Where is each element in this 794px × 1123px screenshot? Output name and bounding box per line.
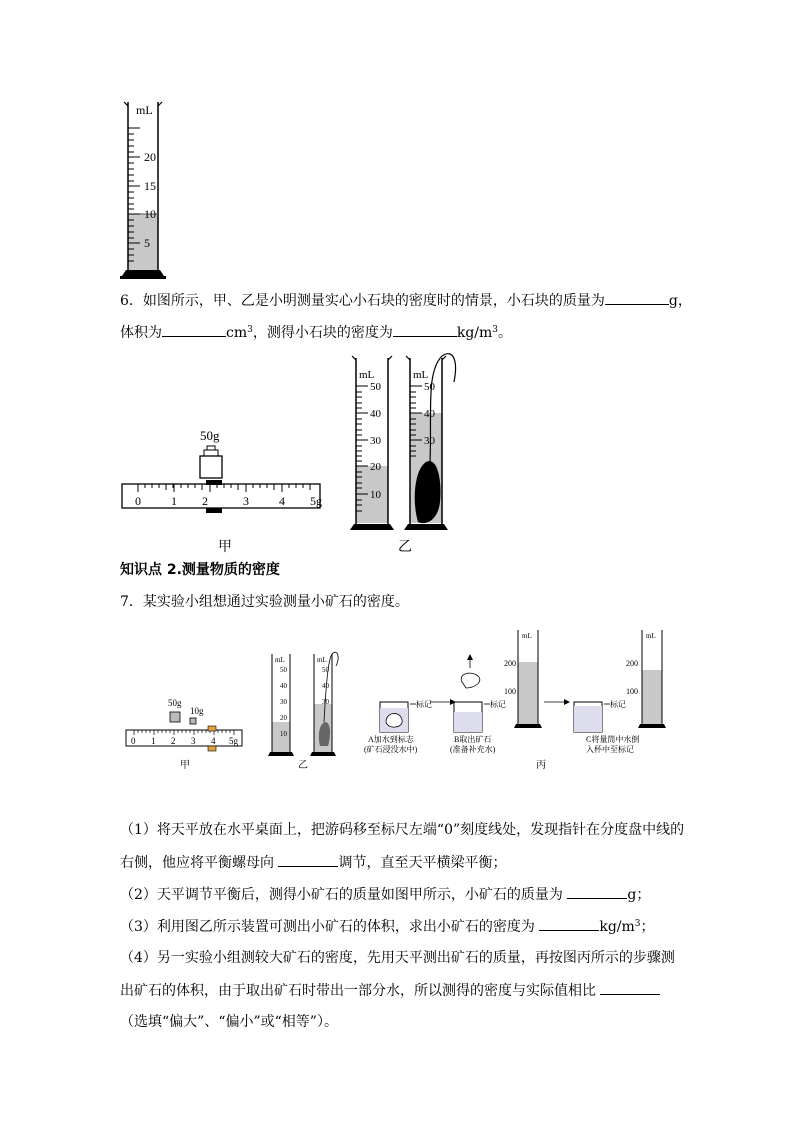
cylinder-tick-label: 10 <box>144 207 156 221</box>
scale-tick-label: 2 <box>171 736 176 746</box>
q6-line2 <box>120 324 512 341</box>
rider <box>206 480 222 513</box>
cylinder-tick-label: 5 <box>144 236 150 250</box>
cylinder-tick-label: 40 <box>280 682 287 690</box>
q7-s4-line2 <box>120 982 660 999</box>
scale-tick-label: 1 <box>171 494 177 508</box>
cylinder-unit-label: mL <box>413 369 429 381</box>
unit-text: kg/m <box>456 325 493 341</box>
cylinder-tick-label: 100 <box>626 687 638 696</box>
q6-cylinders-figure <box>346 352 464 534</box>
cylinder-tick-label: 10 <box>370 489 381 501</box>
mark-label: 标记 <box>490 700 506 709</box>
q7-text: （3）利用图乙所示装置可测出小矿石的体积，求出小矿石的密度为 <box>120 919 535 935</box>
scale-tick-label: 0 <box>135 494 141 508</box>
answer-blank-mass[interactable] <box>605 292 669 305</box>
cylinder-tick-label: 20 <box>370 461 381 473</box>
cylinder-tick-label: 40 <box>322 682 329 690</box>
cylinder-tick-label: 40 <box>370 408 381 420</box>
scale-tick-label: 5g <box>310 494 322 508</box>
q6-text: ，测得小石块的密度为 <box>252 325 393 341</box>
cylinder-tick-label: 200 <box>626 659 638 668</box>
top-graduated-cylinder-figure <box>118 98 178 280</box>
q7-s1-line1: （1）将天平放在水平桌面上，把游码移至标尺左端“0”刻度线处，发现指针在分度盘中线的 <box>120 822 685 838</box>
cylinder-tick-label: 50 <box>424 381 435 393</box>
answer-blank-density[interactable] <box>539 918 599 931</box>
cylinder-tick-label: 200 <box>504 659 516 668</box>
cylinder-tick-label: 40 <box>424 408 435 420</box>
q7-text: （2）天平调节平衡后，测得小矿石的质量如图甲所示，小矿石的质量为 <box>120 887 563 903</box>
cylinder-unit-label: mL <box>646 632 656 640</box>
scale-tick-label: 3 <box>191 736 196 746</box>
cylinder-tick-label: 50 <box>370 381 381 393</box>
cylinder-unit-label: mL <box>522 632 532 640</box>
step-c-sub: 入杯中至标记 <box>586 745 634 754</box>
q7-cylinders <box>268 652 338 771</box>
cylinder-unit-label: mL <box>275 656 285 664</box>
cylinder-tick-label: 30 <box>370 435 381 447</box>
scale-tick-label: 0 <box>131 736 136 746</box>
scale-tick-label: 4 <box>211 736 216 746</box>
superscript: 3 <box>634 919 641 929</box>
cylinder-unit-label: mL <box>359 369 375 381</box>
weight-label: 50g <box>168 698 182 708</box>
scale-tick-label: 4 <box>279 494 285 508</box>
answer-blank-volume[interactable] <box>162 324 226 337</box>
fig-caption-bing: 丙 <box>536 760 546 771</box>
q7-text: g； <box>627 887 651 903</box>
q7-balance <box>126 698 242 771</box>
answer-blank-density[interactable] <box>393 324 457 337</box>
scale-tick-label: 1 <box>151 736 156 746</box>
fig-caption-jia: 甲 <box>218 539 232 555</box>
step-b-sub: (准备补充水) <box>450 745 496 754</box>
cylinder-tick-label: 15 <box>144 179 156 193</box>
weight-label: 50g <box>200 428 220 443</box>
cylinder-unit-label: mL <box>317 656 327 664</box>
q7-s3 <box>120 918 655 935</box>
fig-caption-yi: 乙 <box>298 760 308 771</box>
answer-blank-compare[interactable] <box>600 982 660 995</box>
cylinder-tick-label: 100 <box>504 687 516 696</box>
mark-label: 标记 <box>610 700 626 709</box>
q7-text: 右侧，他应将平衡螺母向 <box>120 855 274 871</box>
q7-text: 出矿石的体积，由于取出矿石时带出一部分水，所以测得的密度与实际值相比 <box>120 983 596 999</box>
q7-text: ； <box>640 919 655 935</box>
fig-caption-jia: 甲 <box>180 760 190 771</box>
q6-line1 <box>120 292 692 309</box>
q7-s4-line1: （4）另一实验小组测较大矿石的密度，先用天平测出矿石的质量，再按图丙所示的步骤测 <box>120 950 675 966</box>
cylinder-tick-label: 30 <box>280 698 287 706</box>
step-c-label: C将量筒中水倒 <box>586 735 640 744</box>
q7-s2 <box>120 886 650 903</box>
mark-label: 标记 <box>416 700 432 709</box>
q6-text: g， <box>668 293 692 309</box>
answer-blank-mass[interactable] <box>567 886 627 899</box>
cylinder-tick-label: 30 <box>322 698 329 706</box>
q7-text: 调节，直至天平横梁平衡； <box>338 855 507 871</box>
superscript: 3 <box>492 325 499 335</box>
section-heading: 知识点 2.测量物质的密度 <box>120 562 280 578</box>
q7-s1-line2 <box>120 854 506 871</box>
answer-blank-direction[interactable] <box>278 854 338 867</box>
step-a-sub: (矿石浸没水中) <box>364 745 418 754</box>
q6-balance-figure <box>118 424 328 554</box>
q7-steps <box>364 630 666 771</box>
cylinder-tick-label: 10 <box>280 730 287 738</box>
cylinder-tick-label: 30 <box>424 435 435 447</box>
q7-figure <box>124 626 670 772</box>
cylinder-tick-label: 50 <box>322 666 329 674</box>
superscript: 3 <box>247 325 253 335</box>
unit-text: cm <box>226 325 248 341</box>
q6-text: 6．如图所示，甲、乙是小明测量实心小石块的密度时的情景，小石块的质量为 <box>120 293 605 309</box>
cylinder-tick-label: 20 <box>144 150 156 164</box>
scale-tick-label: 3 <box>243 494 249 508</box>
unit-text: kg/m <box>599 919 635 935</box>
step-a-label: A加水到标志 <box>368 735 414 744</box>
q7-intro: 7．某实验小组想通过实验测量小矿石的密度。 <box>120 594 409 610</box>
cylinder-tick-label: 50 <box>280 666 287 674</box>
step-b-label: B取出矿石 <box>454 735 492 744</box>
q7-s4-line3: （选填“偏大”、“偏小”或“相等”）。 <box>120 1014 338 1030</box>
weight-label: 10g <box>190 706 204 716</box>
scale-tick-label: 2 <box>202 494 208 508</box>
scale-tick-label: 5g <box>229 736 238 746</box>
q6-text: 体积为 <box>120 325 162 341</box>
cylinder-tick-label: 20 <box>280 714 287 722</box>
cylinder-unit-label: mL <box>136 103 153 117</box>
fig-caption-yi: 乙 <box>398 539 412 555</box>
q6-text: 。 <box>498 325 513 341</box>
